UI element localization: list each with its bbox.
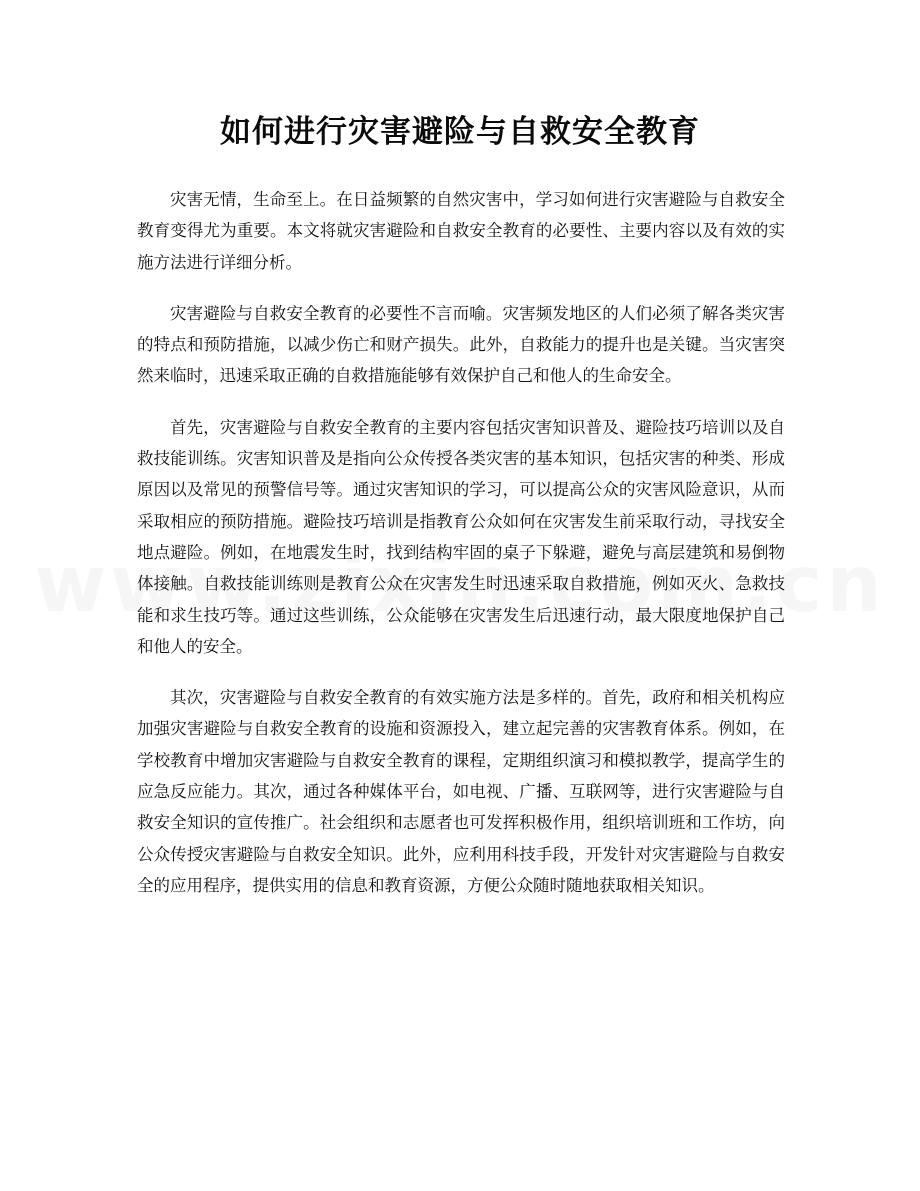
paragraph-methods: 其次，灾害避险与自救安全教育的有效实施方法是多样的。首先，政府和相关机构应加强灾害避险与自救安全教育的设施和资源投入，建立起完善的灾害教育体系。例如，在学校教育中增加灾害避险与自救安全教育的课程，定期组织演习和模拟教学，提高学生的应急反应能力。其次，通过各种媒体平台，如电视、广播、互联网等，进行灾害避险与自救安全知识的宣传推广。社会组织和志愿者也可发挥积极作用，组织培训班和工作坊，向公众传授灾害避险与自救安全知识。此外，应利用科技手段，开发针对灾害避险与自救安全的应用程序，提供实用的信息和教育资源，方便公众随时随地获取相关知识。	[137, 688, 785, 895]
paragraph-intro: 灾害无情，生命至上。在日益频繁的自然灾害中，学习如何进行灾害避险与自救安全教育变得尤为重要。本文将就灾害避险和自救安全教育的必要性、主要内容以及有效的实施方法进行详细分析。	[137, 190, 785, 272]
paragraph-content: 首先，灾害避险与自救安全教育的主要内容包括灾害知识普及、避险技巧培训以及自救技能训练。灾害知识普及是指向公众传授各类灾害的基本知识，包括灾害的种类、形成原因以及常见的预警信号等。通过灾害知识的学习，可以提高公众的灾害风险意识，从而采取相应的预防措施。避险技巧培训是指教育公众如何在灾害发生前采取行动，寻找安全地点避险。例如，在地震发生时，找到结构牢固的桌子下躲避，避免与高层建筑和易倒物体接触。自救技能训练则是教育公众在灾害发生时迅速采取自救措施，例如灭火、急救技能和求生技巧等。通过这些训练，公众能够在灾害发生后迅速行动，最大限度地保护自己和他人的安全。	[137, 417, 785, 656]
paragraph-necessity: 灾害避险与自救安全教育的必要性不言而喻。灾害频发地区的人们必须了解各类灾害的特点和预防措施，以减少伤亡和财产损失。此外，自救能力的提升也是关键。当灾害突然来临时，迅速采取正确的自救措施能够有效保护自己和他人的生命安全。	[137, 303, 785, 386]
document-title: 如何进行灾害避险与自救安全教育	[220, 114, 700, 150]
document-body	[137, 184, 785, 921]
